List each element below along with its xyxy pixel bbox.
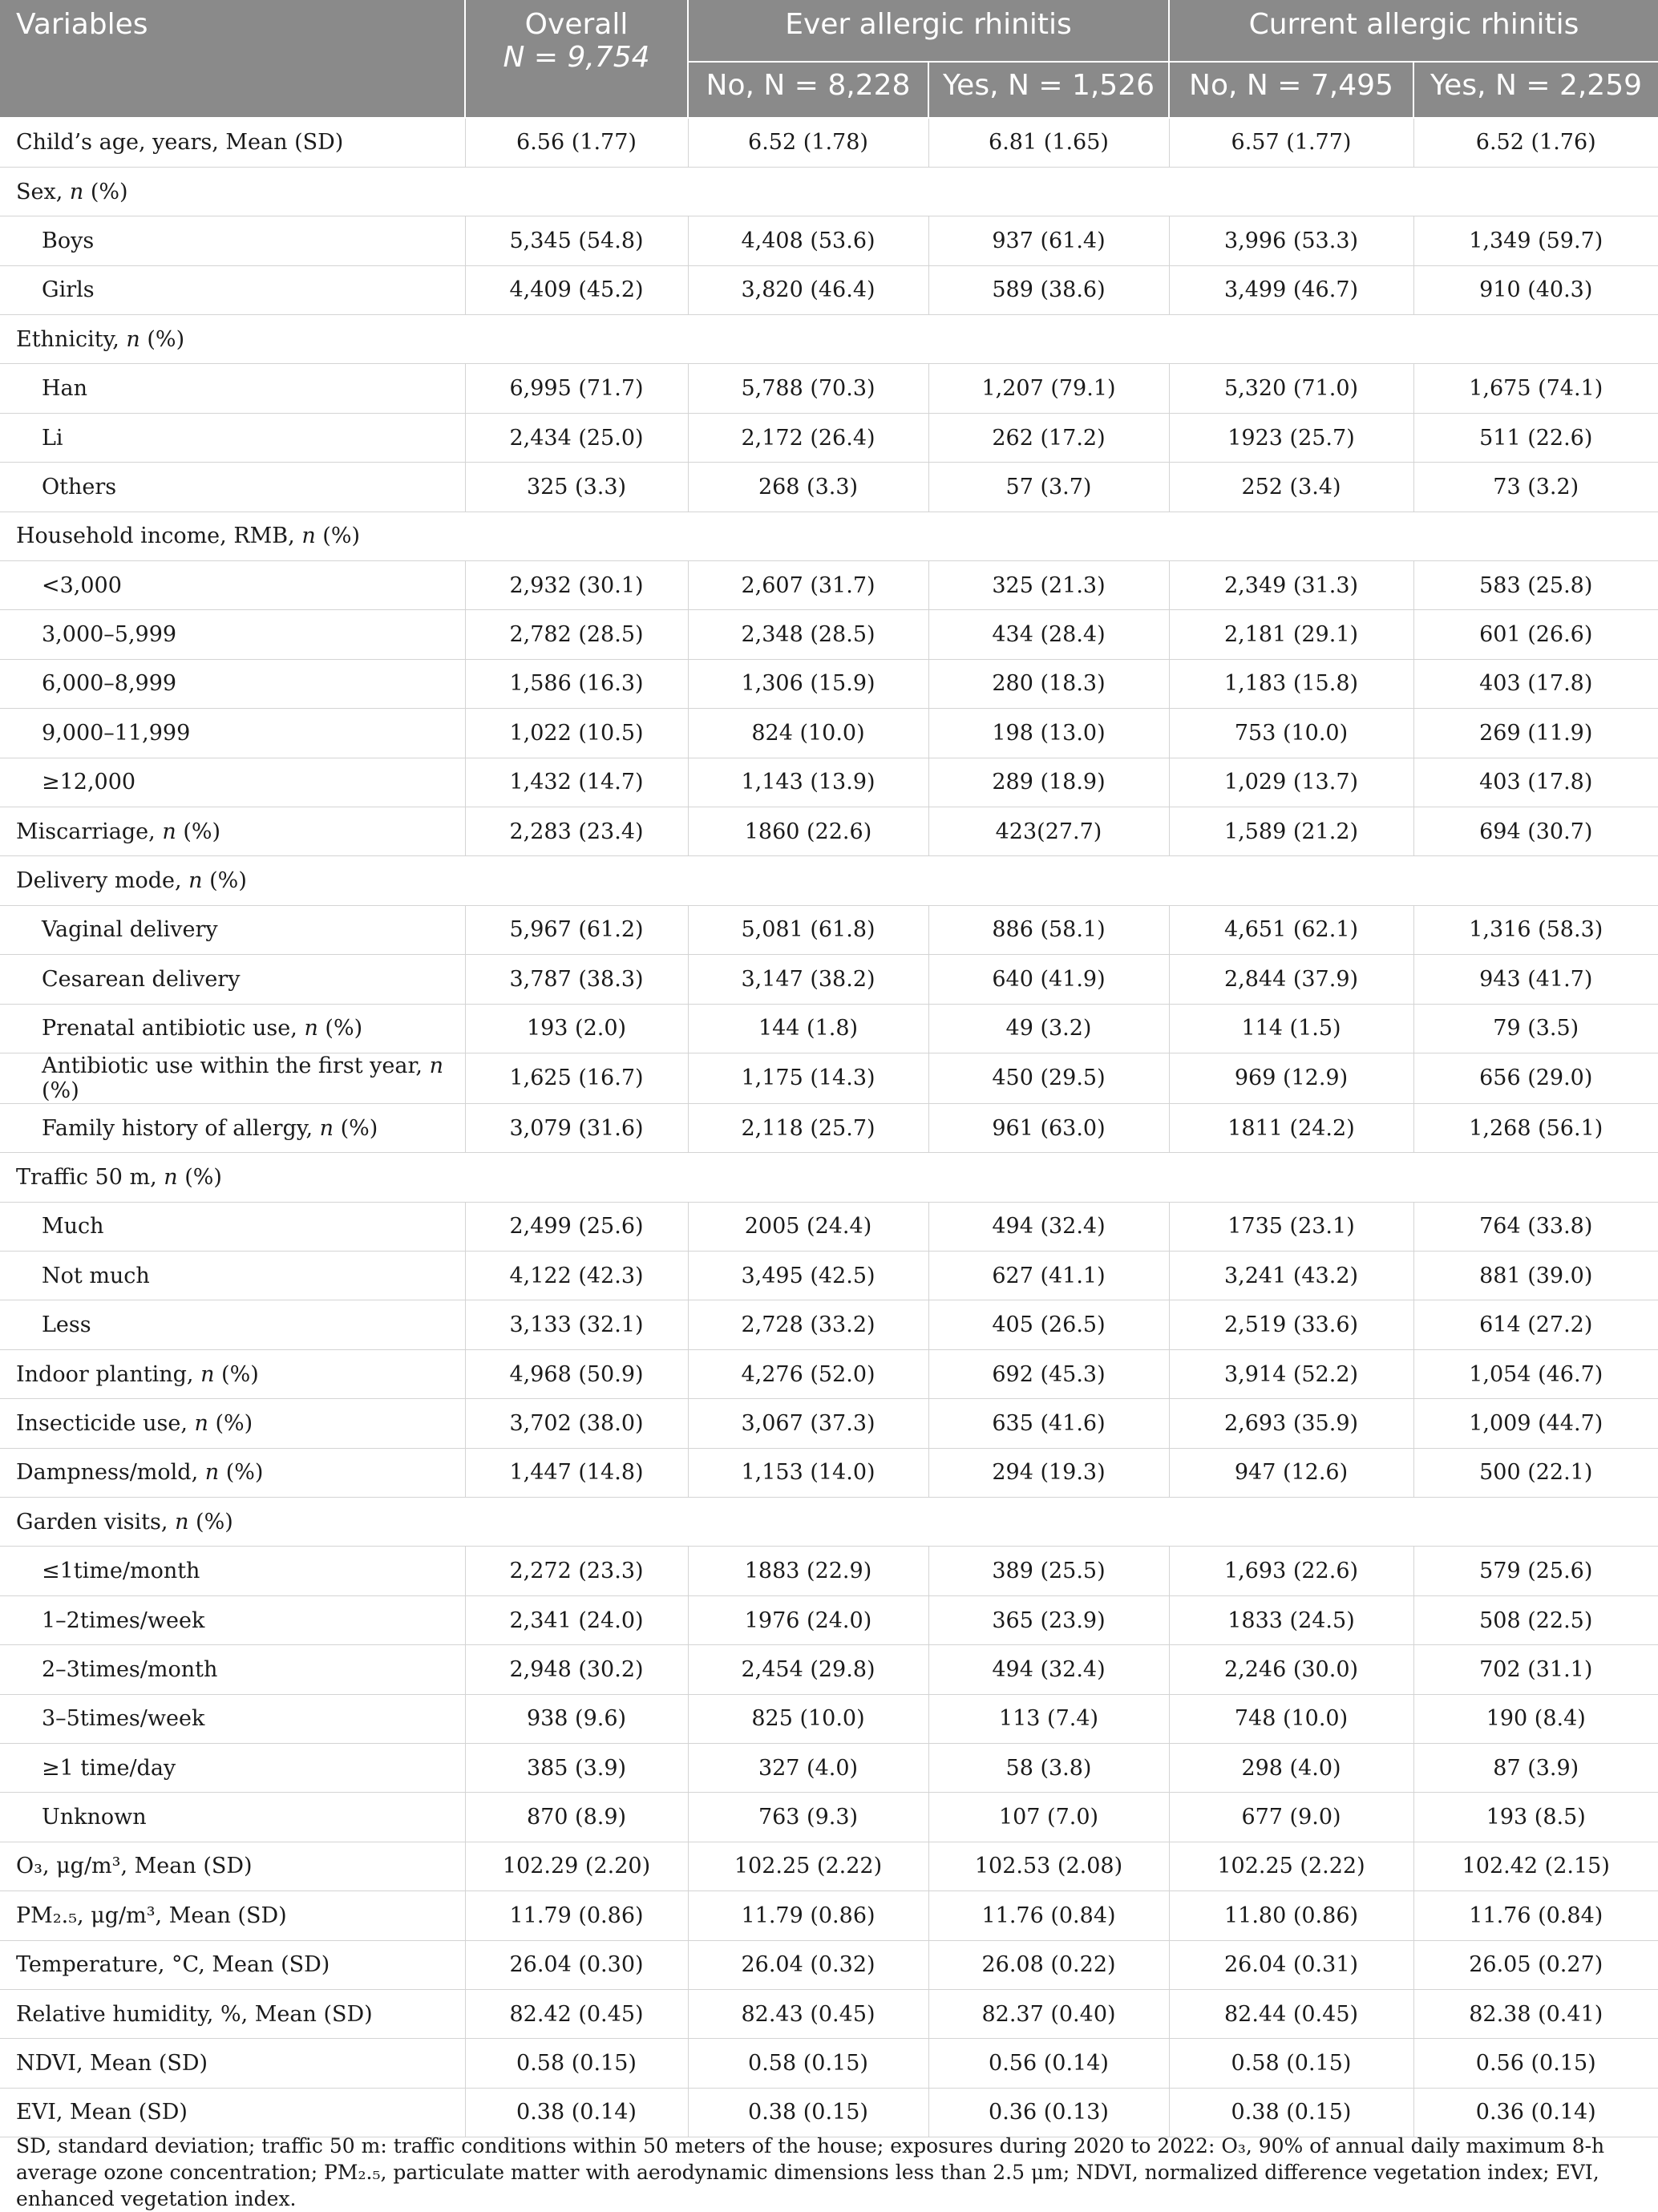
header-ever-allergic-rhinitis: Ever allergic rhinitis bbox=[688, 0, 1169, 62]
row-value: 3,820 (46.4) bbox=[688, 265, 928, 314]
row-label: Antibiotic use within the first year, n (%) bbox=[0, 1053, 465, 1103]
row-value: 6.52 (1.76) bbox=[1413, 118, 1658, 167]
row-value: 365 (23.9) bbox=[928, 1595, 1169, 1644]
row-value: 2,349 (31.3) bbox=[1169, 561, 1413, 610]
row-value: 3,079 (31.6) bbox=[465, 1103, 688, 1152]
row-value: 268 (3.3) bbox=[688, 463, 928, 512]
row-value: 0.56 (0.14) bbox=[928, 2039, 1169, 2088]
row-value: 1,586 (16.3) bbox=[465, 659, 688, 708]
row-value: 1883 (22.9) bbox=[688, 1547, 928, 1595]
row-value: 102.29 (2.20) bbox=[465, 1842, 688, 1891]
header-overall-label: Overall bbox=[524, 8, 629, 41]
row-value: 2005 (24.4) bbox=[688, 1202, 928, 1251]
row-value: 640 (41.9) bbox=[928, 955, 1169, 1004]
row-value: 327 (4.0) bbox=[688, 1744, 928, 1793]
header-ever-no: No, N = 8,228 bbox=[688, 62, 928, 118]
row-value: 748 (10.0) bbox=[1169, 1694, 1413, 1743]
table-row bbox=[0, 2088, 1658, 2137]
table-row bbox=[0, 1399, 1658, 1448]
row-value: 190 (8.4) bbox=[1413, 1694, 1658, 1743]
row-value: 0.58 (0.15) bbox=[465, 2039, 688, 2088]
row-value: 2,348 (28.5) bbox=[688, 610, 928, 659]
row-label: Insecticide use, n (%) bbox=[0, 1399, 465, 1448]
row-value: 102.53 (2.08) bbox=[928, 1842, 1169, 1891]
row-value: 1735 (23.1) bbox=[1169, 1202, 1413, 1251]
row-value: 1,349 (59.7) bbox=[1413, 216, 1658, 265]
row-value: 824 (10.0) bbox=[688, 709, 928, 758]
table-row bbox=[0, 905, 1658, 954]
row-value: 2,272 (23.3) bbox=[465, 1547, 688, 1595]
row-value: 3,067 (37.3) bbox=[688, 1399, 928, 1448]
row-value: 3,147 (38.2) bbox=[688, 955, 928, 1004]
row-label: Delivery mode, n (%) bbox=[0, 856, 1658, 905]
row-label: Girls bbox=[0, 265, 465, 314]
row-value: 1,306 (15.9) bbox=[688, 659, 928, 708]
row-value: 289 (18.9) bbox=[928, 758, 1169, 807]
row-label: Relative humidity, %, Mean (SD) bbox=[0, 1989, 465, 2038]
row-label: <3,000 bbox=[0, 561, 465, 610]
row-value: 1,153 (14.0) bbox=[688, 1448, 928, 1497]
row-value: 58 (3.8) bbox=[928, 1744, 1169, 1793]
row-label: Unknown bbox=[0, 1793, 465, 1842]
row-label: Indoor planting, n (%) bbox=[0, 1349, 465, 1398]
row-value: 5,967 (61.2) bbox=[465, 905, 688, 954]
row-value: 3,702 (38.0) bbox=[465, 1399, 688, 1448]
table-row bbox=[0, 1744, 1658, 1793]
table-row bbox=[0, 1498, 1658, 1547]
table-header bbox=[0, 0, 1658, 118]
row-value: 1923 (25.7) bbox=[1169, 413, 1413, 462]
table-row bbox=[0, 955, 1658, 1004]
table-row bbox=[0, 610, 1658, 659]
table-row bbox=[0, 1300, 1658, 1349]
header-current-no: No, N = 7,495 bbox=[1169, 62, 1413, 118]
row-label: Sex, n (%) bbox=[0, 167, 1658, 216]
header-overall-n: N = 9,754 bbox=[503, 41, 650, 74]
row-value: 2,728 (33.2) bbox=[688, 1300, 928, 1349]
row-value: 1,009 (44.7) bbox=[1413, 1399, 1658, 1448]
row-label: 3–5times/week bbox=[0, 1694, 465, 1743]
table-row bbox=[0, 1694, 1658, 1743]
table-row bbox=[0, 1103, 1658, 1152]
row-value: 0.58 (0.15) bbox=[1169, 2039, 1413, 2088]
row-label: Others bbox=[0, 463, 465, 512]
row-value: 298 (4.0) bbox=[1169, 1744, 1413, 1793]
table-row bbox=[0, 709, 1658, 758]
row-value: 4,122 (42.3) bbox=[465, 1252, 688, 1300]
row-value: 87 (3.9) bbox=[1413, 1744, 1658, 1793]
table-row bbox=[0, 118, 1658, 167]
row-value: 2,246 (30.0) bbox=[1169, 1645, 1413, 1694]
row-value: 198 (13.0) bbox=[928, 709, 1169, 758]
row-value: 1,143 (13.9) bbox=[688, 758, 928, 807]
table-row bbox=[0, 413, 1658, 462]
row-value: 881 (39.0) bbox=[1413, 1252, 1658, 1300]
row-label: Han bbox=[0, 364, 465, 413]
table-row bbox=[0, 1989, 1658, 2038]
row-value: 764 (33.8) bbox=[1413, 1202, 1658, 1251]
row-value: 5,788 (70.3) bbox=[688, 364, 928, 413]
row-value: 635 (41.6) bbox=[928, 1399, 1169, 1448]
row-value: 0.58 (0.15) bbox=[688, 2039, 928, 2088]
row-value: 26.04 (0.31) bbox=[1169, 1940, 1413, 1989]
row-value: 107 (7.0) bbox=[928, 1793, 1169, 1842]
row-value: 753 (10.0) bbox=[1169, 709, 1413, 758]
row-value: 1,675 (74.1) bbox=[1413, 364, 1658, 413]
row-value: 0.38 (0.15) bbox=[688, 2088, 928, 2137]
row-label: Cesarean delivery bbox=[0, 955, 465, 1004]
row-value: 102.25 (2.22) bbox=[688, 1842, 928, 1891]
row-value: 763 (9.3) bbox=[688, 1793, 928, 1842]
row-label: Temperature, °C, Mean (SD) bbox=[0, 1940, 465, 1989]
header-variables: Variables bbox=[0, 0, 465, 118]
table-row bbox=[0, 1053, 1658, 1103]
row-label: Less bbox=[0, 1300, 465, 1349]
table-row bbox=[0, 463, 1658, 512]
row-label: Li bbox=[0, 413, 465, 462]
row-value: 2,341 (24.0) bbox=[465, 1595, 688, 1644]
row-value: 494 (32.4) bbox=[928, 1645, 1169, 1694]
row-value: 1,207 (79.1) bbox=[928, 364, 1169, 413]
row-label: Dampness/mold, n (%) bbox=[0, 1448, 465, 1497]
row-value: 5,320 (71.0) bbox=[1169, 364, 1413, 413]
row-label: 2–3times/month bbox=[0, 1645, 465, 1694]
row-value: 3,996 (53.3) bbox=[1169, 216, 1413, 265]
row-value: 252 (3.4) bbox=[1169, 463, 1413, 512]
row-value: 2,172 (26.4) bbox=[688, 413, 928, 462]
table-row bbox=[0, 1448, 1658, 1497]
row-value: 5,081 (61.8) bbox=[688, 905, 928, 954]
row-label: ≤1time/month bbox=[0, 1547, 465, 1595]
row-value: 702 (31.1) bbox=[1413, 1645, 1658, 1694]
row-value: 4,276 (52.0) bbox=[688, 1349, 928, 1398]
row-value: 262 (17.2) bbox=[928, 413, 1169, 462]
row-label: Vaginal delivery bbox=[0, 905, 465, 954]
row-value: 11.76 (0.84) bbox=[1413, 1891, 1658, 1940]
row-value: 280 (18.3) bbox=[928, 659, 1169, 708]
row-value: 1,316 (58.3) bbox=[1413, 905, 1658, 954]
row-value: 2,607 (31.7) bbox=[688, 561, 928, 610]
table-row bbox=[0, 167, 1658, 216]
row-label: Garden visits, n (%) bbox=[0, 1498, 1658, 1547]
row-value: 825 (10.0) bbox=[688, 1694, 928, 1743]
row-value: 1,175 (14.3) bbox=[688, 1053, 928, 1103]
row-value: 2,454 (29.8) bbox=[688, 1645, 928, 1694]
table-row bbox=[0, 1842, 1658, 1891]
table-row bbox=[0, 512, 1658, 560]
row-value: 589 (38.6) bbox=[928, 265, 1169, 314]
row-value: 1976 (24.0) bbox=[688, 1595, 928, 1644]
row-value: 385 (3.9) bbox=[465, 1744, 688, 1793]
row-value: 26.04 (0.30) bbox=[465, 1940, 688, 1989]
row-value: 2,434 (25.0) bbox=[465, 413, 688, 462]
row-value: 694 (30.7) bbox=[1413, 807, 1658, 855]
row-value: 82.38 (0.41) bbox=[1413, 1989, 1658, 2038]
row-label: 3,000–5,999 bbox=[0, 610, 465, 659]
header-ever-yes: Yes, N = 1,526 bbox=[928, 62, 1169, 118]
row-value: 947 (12.6) bbox=[1169, 1448, 1413, 1497]
row-value: 0.36 (0.13) bbox=[928, 2088, 1169, 2137]
row-value: 193 (2.0) bbox=[465, 1004, 688, 1053]
row-value: 938 (9.6) bbox=[465, 1694, 688, 1743]
table-row bbox=[0, 1793, 1658, 1842]
table-row bbox=[0, 1004, 1658, 1053]
row-label: Household income, RMB, n (%) bbox=[0, 512, 1658, 560]
row-value: 2,693 (35.9) bbox=[1169, 1399, 1413, 1448]
row-value: 389 (25.5) bbox=[928, 1547, 1169, 1595]
row-label: Much bbox=[0, 1202, 465, 1251]
row-value: 969 (12.9) bbox=[1169, 1053, 1413, 1103]
row-value: 1,029 (13.7) bbox=[1169, 758, 1413, 807]
row-label: Boys bbox=[0, 216, 465, 265]
row-value: 614 (27.2) bbox=[1413, 1300, 1658, 1349]
table-body bbox=[0, 118, 1658, 2137]
table-row bbox=[0, 1595, 1658, 1644]
row-value: 3,241 (43.2) bbox=[1169, 1252, 1413, 1300]
table-row bbox=[0, 1645, 1658, 1694]
row-value: 2,181 (29.1) bbox=[1169, 610, 1413, 659]
table-row bbox=[0, 659, 1658, 708]
row-label: Miscarriage, n (%) bbox=[0, 807, 465, 855]
row-value: 325 (21.3) bbox=[928, 561, 1169, 610]
row-value: 144 (1.8) bbox=[688, 1004, 928, 1053]
row-value: 3,787 (38.3) bbox=[465, 955, 688, 1004]
row-label: 6,000–8,999 bbox=[0, 659, 465, 708]
row-value: 677 (9.0) bbox=[1169, 1793, 1413, 1842]
row-value: 2,118 (25.7) bbox=[688, 1103, 928, 1152]
row-value: 1,022 (10.5) bbox=[465, 709, 688, 758]
row-value: 1,183 (15.8) bbox=[1169, 659, 1413, 708]
row-value: 2,519 (33.6) bbox=[1169, 1300, 1413, 1349]
row-value: 2,499 (25.6) bbox=[465, 1202, 688, 1251]
row-value: 4,651 (62.1) bbox=[1169, 905, 1413, 954]
row-value: 1,268 (56.1) bbox=[1413, 1103, 1658, 1152]
row-value: 5,345 (54.8) bbox=[465, 216, 688, 265]
row-value: 2,932 (30.1) bbox=[465, 561, 688, 610]
row-value: 1,432 (14.7) bbox=[465, 758, 688, 807]
table-row bbox=[0, 1153, 1658, 1202]
row-value: 73 (3.2) bbox=[1413, 463, 1658, 512]
row-value: 102.42 (2.15) bbox=[1413, 1842, 1658, 1891]
row-value: 3,495 (42.5) bbox=[688, 1252, 928, 1300]
table-row bbox=[0, 1940, 1658, 1989]
row-value: 82.44 (0.45) bbox=[1169, 1989, 1413, 2038]
row-value: 937 (61.4) bbox=[928, 216, 1169, 265]
row-value: 1,447 (14.8) bbox=[465, 1448, 688, 1497]
table-row bbox=[0, 758, 1658, 807]
row-value: 79 (3.5) bbox=[1413, 1004, 1658, 1053]
row-value: 82.42 (0.45) bbox=[465, 1989, 688, 2038]
row-value: 26.08 (0.22) bbox=[928, 1940, 1169, 1989]
row-value: 11.79 (0.86) bbox=[688, 1891, 928, 1940]
row-value: 2,948 (30.2) bbox=[465, 1645, 688, 1694]
row-value: 6,995 (71.7) bbox=[465, 364, 688, 413]
row-value: 508 (22.5) bbox=[1413, 1595, 1658, 1644]
table-row bbox=[0, 1891, 1658, 1940]
row-value: 910 (40.3) bbox=[1413, 265, 1658, 314]
row-value: 405 (26.5) bbox=[928, 1300, 1169, 1349]
row-value: 4,408 (53.6) bbox=[688, 216, 928, 265]
row-value: 943 (41.7) bbox=[1413, 955, 1658, 1004]
row-value: 961 (63.0) bbox=[928, 1103, 1169, 1152]
table-footnote: SD, standard deviation; traffic 50 m: traffic conditions within 50 meters of the house; exposures during 2020 to 2022: O₃, 90% of annual daily maximum 8-h average ozone concentration; PM₂.₅, particulate matter with aerodynamic dimensions less than 2.5 μm; NDVI, normalized difference vegetation index; EVI, enhanced vegetation index. bbox=[16, 2134, 1605, 2210]
table-row bbox=[0, 364, 1658, 413]
row-value: 886 (58.1) bbox=[928, 905, 1169, 954]
row-value: 2,283 (23.4) bbox=[465, 807, 688, 855]
row-value: 2,844 (37.9) bbox=[1169, 955, 1413, 1004]
row-value: 579 (25.6) bbox=[1413, 1547, 1658, 1595]
row-value: 1,589 (21.2) bbox=[1169, 807, 1413, 855]
row-label: 1–2times/week bbox=[0, 1595, 465, 1644]
row-value: 325 (3.3) bbox=[465, 463, 688, 512]
row-value: 82.37 (0.40) bbox=[928, 1989, 1169, 2038]
row-value: 0.56 (0.15) bbox=[1413, 2039, 1658, 2088]
row-label: ≥1 time/day bbox=[0, 1744, 465, 1793]
row-label: Traffic 50 m, n (%) bbox=[0, 1153, 1658, 1202]
row-value: 6.81 (1.65) bbox=[928, 118, 1169, 167]
table-row bbox=[0, 561, 1658, 610]
row-value: 500 (22.1) bbox=[1413, 1448, 1658, 1497]
row-value: 423(27.7) bbox=[928, 807, 1169, 855]
row-value: 1,054 (46.7) bbox=[1413, 1349, 1658, 1398]
row-value: 4,409 (45.2) bbox=[465, 265, 688, 314]
row-value: 11.79 (0.86) bbox=[465, 1891, 688, 1940]
row-value: 434 (28.4) bbox=[928, 610, 1169, 659]
row-value: 583 (25.8) bbox=[1413, 561, 1658, 610]
header-overall bbox=[465, 0, 688, 118]
row-value: 403 (17.8) bbox=[1413, 758, 1658, 807]
row-value: 3,499 (46.7) bbox=[1169, 265, 1413, 314]
row-value: 627 (41.1) bbox=[928, 1252, 1169, 1300]
row-value: 102.25 (2.22) bbox=[1169, 1842, 1413, 1891]
row-value: 6.56 (1.77) bbox=[465, 118, 688, 167]
row-value: 4,968 (50.9) bbox=[465, 1349, 688, 1398]
row-value: 494 (32.4) bbox=[928, 1202, 1169, 1251]
row-value: 26.04 (0.32) bbox=[688, 1940, 928, 1989]
row-label: EVI, Mean (SD) bbox=[0, 2088, 465, 2137]
table-row bbox=[0, 1202, 1658, 1251]
row-value: 49 (3.2) bbox=[928, 1004, 1169, 1053]
row-value: 511 (22.6) bbox=[1413, 413, 1658, 462]
table-row bbox=[0, 1547, 1658, 1595]
table-row bbox=[0, 265, 1658, 314]
row-value: 1833 (24.5) bbox=[1169, 1595, 1413, 1644]
row-value: 870 (8.9) bbox=[465, 1793, 688, 1842]
row-value: 193 (8.5) bbox=[1413, 1793, 1658, 1842]
table-row bbox=[0, 2039, 1658, 2088]
row-value: 656 (29.0) bbox=[1413, 1053, 1658, 1103]
row-value: 114 (1.5) bbox=[1169, 1004, 1413, 1053]
row-label: PM₂.₅, μg/m³, Mean (SD) bbox=[0, 1891, 465, 1940]
table-row bbox=[0, 216, 1658, 265]
table-row bbox=[0, 1252, 1658, 1300]
row-value: 450 (29.5) bbox=[928, 1053, 1169, 1103]
row-value: 1860 (22.6) bbox=[688, 807, 928, 855]
row-label: NDVI, Mean (SD) bbox=[0, 2039, 465, 2088]
table-row bbox=[0, 807, 1658, 855]
header-current-allergic-rhinitis: Current allergic rhinitis bbox=[1169, 0, 1658, 62]
row-value: 6.52 (1.78) bbox=[688, 118, 928, 167]
row-value: 692 (45.3) bbox=[928, 1349, 1169, 1398]
row-label: Ethnicity, n (%) bbox=[0, 315, 1658, 364]
row-label: 9,000–11,999 bbox=[0, 709, 465, 758]
table-row bbox=[0, 856, 1658, 905]
row-value: 294 (19.3) bbox=[928, 1448, 1169, 1497]
row-value: 6.57 (1.77) bbox=[1169, 118, 1413, 167]
row-value: 403 (17.8) bbox=[1413, 659, 1658, 708]
row-value: 11.76 (0.84) bbox=[928, 1891, 1169, 1940]
row-value: 26.05 (0.27) bbox=[1413, 1940, 1658, 1989]
row-value: 82.43 (0.45) bbox=[688, 1989, 928, 2038]
row-value: 113 (7.4) bbox=[928, 1694, 1169, 1743]
table-row bbox=[0, 315, 1658, 364]
row-value: 57 (3.7) bbox=[928, 463, 1169, 512]
row-value: 2,782 (28.5) bbox=[465, 610, 688, 659]
row-value: 0.38 (0.15) bbox=[1169, 2088, 1413, 2137]
row-value: 0.38 (0.14) bbox=[465, 2088, 688, 2137]
row-value: 1,625 (16.7) bbox=[465, 1053, 688, 1103]
row-label: Child’s age, years, Mean (SD) bbox=[0, 118, 465, 167]
row-label: Prenatal antibiotic use, n (%) bbox=[0, 1004, 465, 1053]
row-value: 3,133 (32.1) bbox=[465, 1300, 688, 1349]
header-current-yes: Yes, N = 2,259 bbox=[1413, 62, 1658, 118]
table-row bbox=[0, 1349, 1658, 1398]
row-value: 1,693 (22.6) bbox=[1169, 1547, 1413, 1595]
row-label: Family history of allergy, n (%) bbox=[0, 1103, 465, 1152]
row-label: Not much bbox=[0, 1252, 465, 1300]
row-label: O₃, μg/m³, Mean (SD) bbox=[0, 1842, 465, 1891]
row-value: 1811 (24.2) bbox=[1169, 1103, 1413, 1152]
row-label: ≥12,000 bbox=[0, 758, 465, 807]
row-value: 0.36 (0.14) bbox=[1413, 2088, 1658, 2137]
row-value: 3,914 (52.2) bbox=[1169, 1349, 1413, 1398]
row-value: 269 (11.9) bbox=[1413, 709, 1658, 758]
row-value: 11.80 (0.86) bbox=[1169, 1891, 1413, 1940]
row-value: 601 (26.6) bbox=[1413, 610, 1658, 659]
